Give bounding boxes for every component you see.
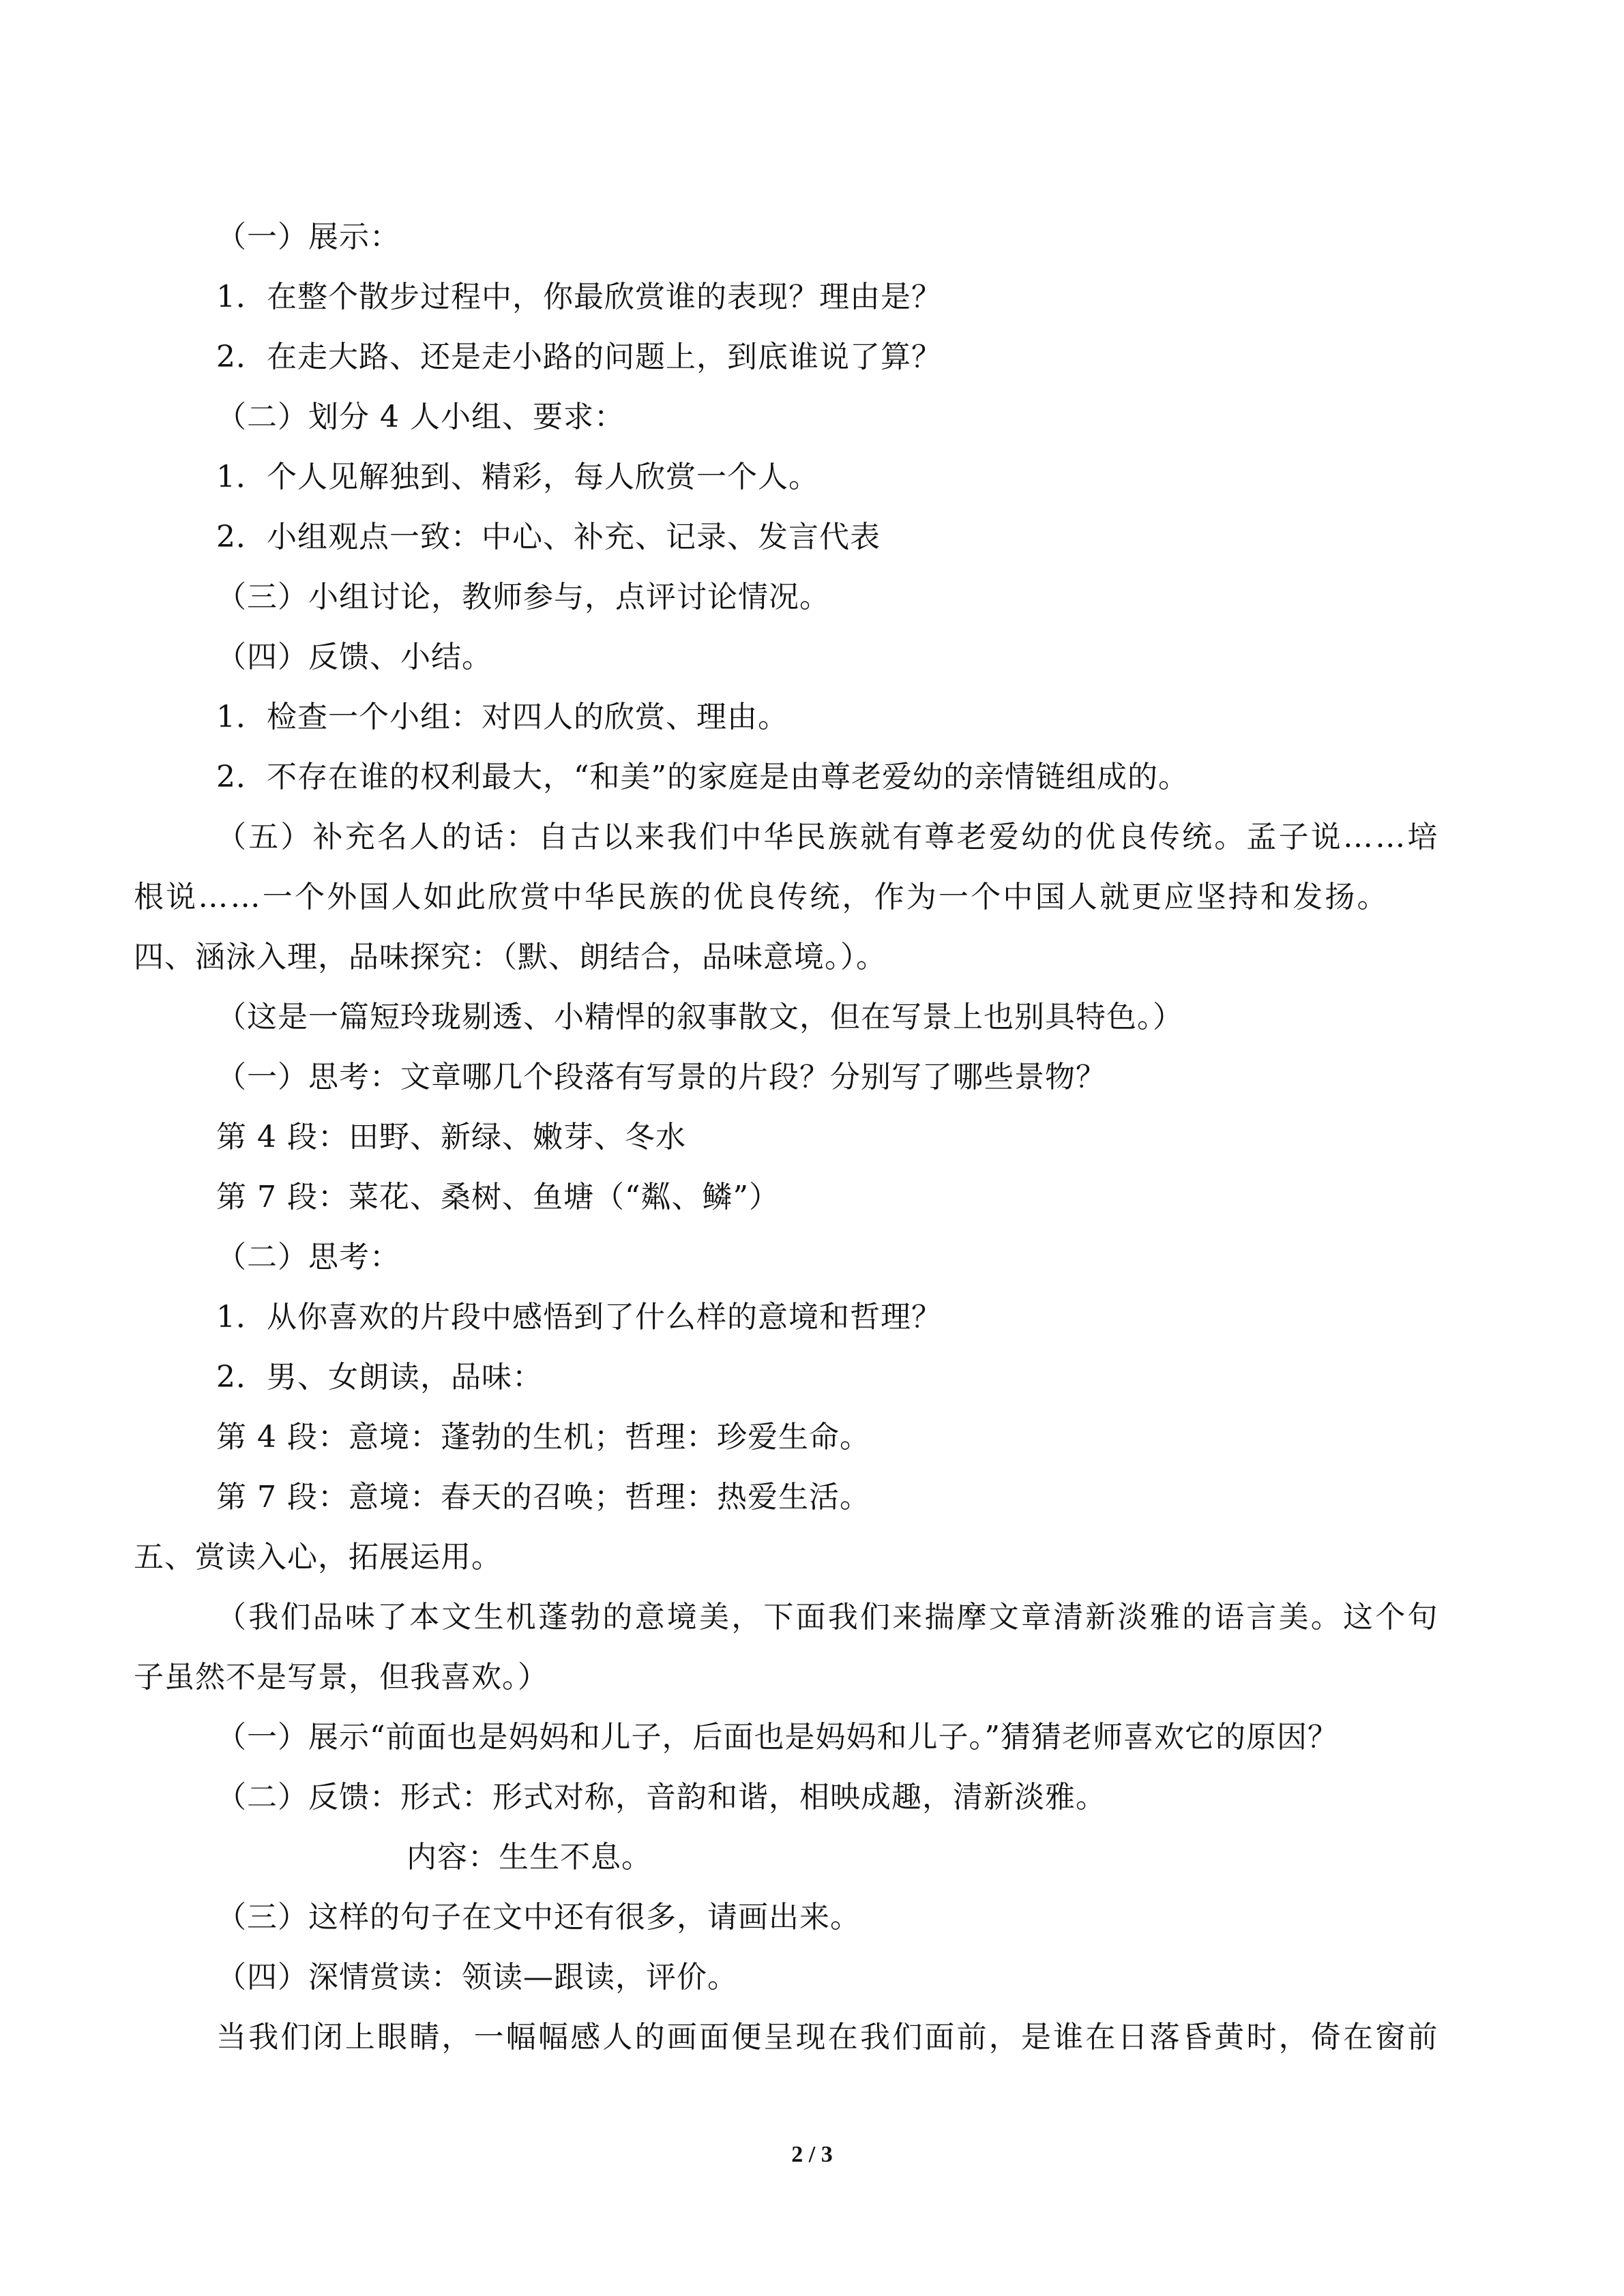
list-item: 1．在整个散步过程中，你最欣赏谁的表现？理由是？ [216, 280, 942, 314]
list-item: 1．检查一个小组：对四人的欣赏、理由。 [216, 700, 788, 734]
section-heading: （二）思考： [216, 1240, 400, 1274]
section-heading: （三）这样的句子在文中还有很多，请画出来。 [216, 1900, 861, 1935]
page-number: 2 / 3 [791, 2142, 833, 2167]
list-item: 第 7 段：意境：春天的召唤；哲理：热爱生活。 [216, 1480, 870, 1515]
paragraph-line: 根说……一个外国人如此欣赏中华民族的优良传统，作为一个中国人就更应坚持和发扬。 [134, 880, 1389, 914]
section-heading: （一）展示“前面也是妈妈和儿子，后面也是妈妈和儿子。”猜猜老师喜欢它的原因？ [216, 1720, 1338, 1755]
section-heading: （一）展示： [216, 220, 400, 254]
section-heading: （四）反馈、小结。 [216, 640, 492, 674]
list-item: 第 4 段：意境：蓬勃的生机；哲理：珍爱生命。 [216, 1420, 870, 1455]
list-item: 2．男、女朗读，品味： [216, 1360, 543, 1395]
paragraph-line: 当我们闭上眼睛，一幅幅感人的画面便呈现在我们面前，是谁在日落昏黄时，倚在窗前 [216, 2020, 1440, 2055]
list-item: 2．小组观点一致：中心、补充、记录、发言代表 [216, 520, 881, 554]
section-heading: （三）小组讨论，教师参与，点评讨论情况。 [216, 580, 830, 614]
list-item: 2．在走大路、还是走小路的问题上，到底谁说了算？ [216, 340, 942, 374]
list-item: 内容：生生不息。 [407, 1840, 652, 1875]
section-heading: （一）思考：文章哪几个段落有写景的片段？分别写了哪些景物？ [216, 1060, 1106, 1094]
list-item: 1．从你喜欢的片段中感悟到了什么样的意境和哲理？ [216, 1300, 942, 1335]
paragraph-line: （这是一篇短玲珑剔透、小精悍的叙事散文，但在写景上也别具特色。） [216, 1000, 1183, 1034]
paragraph-line: （我们品味了本文生机蓬勃的意境美，下面我们来揣摩文章清新淡雅的语言美。这个句 [216, 1600, 1440, 1635]
section-heading: （四）深情赏读：领读—跟读，评价。 [216, 1960, 738, 1995]
section-heading: （二）划分 4 人小组、要求： [216, 400, 625, 434]
list-item: 2．不存在谁的权利最大，“和美”的家庭是由尊老爱幼的亲情链组成的。 [216, 760, 1189, 794]
chapter-heading: 五、赏读入心，拓展运用。 [134, 1540, 502, 1575]
paragraph-line: 子虽然不是写景，但我喜欢。） [134, 1660, 548, 1695]
list-item: 1．个人见解独到、精彩，每人欣赏一个人。 [216, 460, 819, 494]
list-item: 第 7 段：菜花、桑树、鱼塘（“粼、鳞”） [216, 1180, 780, 1214]
paragraph-line: （五）补充名人的话：自古以来我们中华民族就有尊老爱幼的优良传统。孟子说……培 [216, 820, 1440, 854]
chapter-heading: 四、涵泳入理，品味探究：（默、朗结合，品味意境。）。 [134, 940, 887, 974]
list-item: 第 4 段：田野、新绿、嫩芽、冬水 [216, 1120, 686, 1154]
section-heading: （二）反馈：形式：形式对称，音韵和谐，相映成趣，清新淡雅。 [216, 1780, 1106, 1815]
